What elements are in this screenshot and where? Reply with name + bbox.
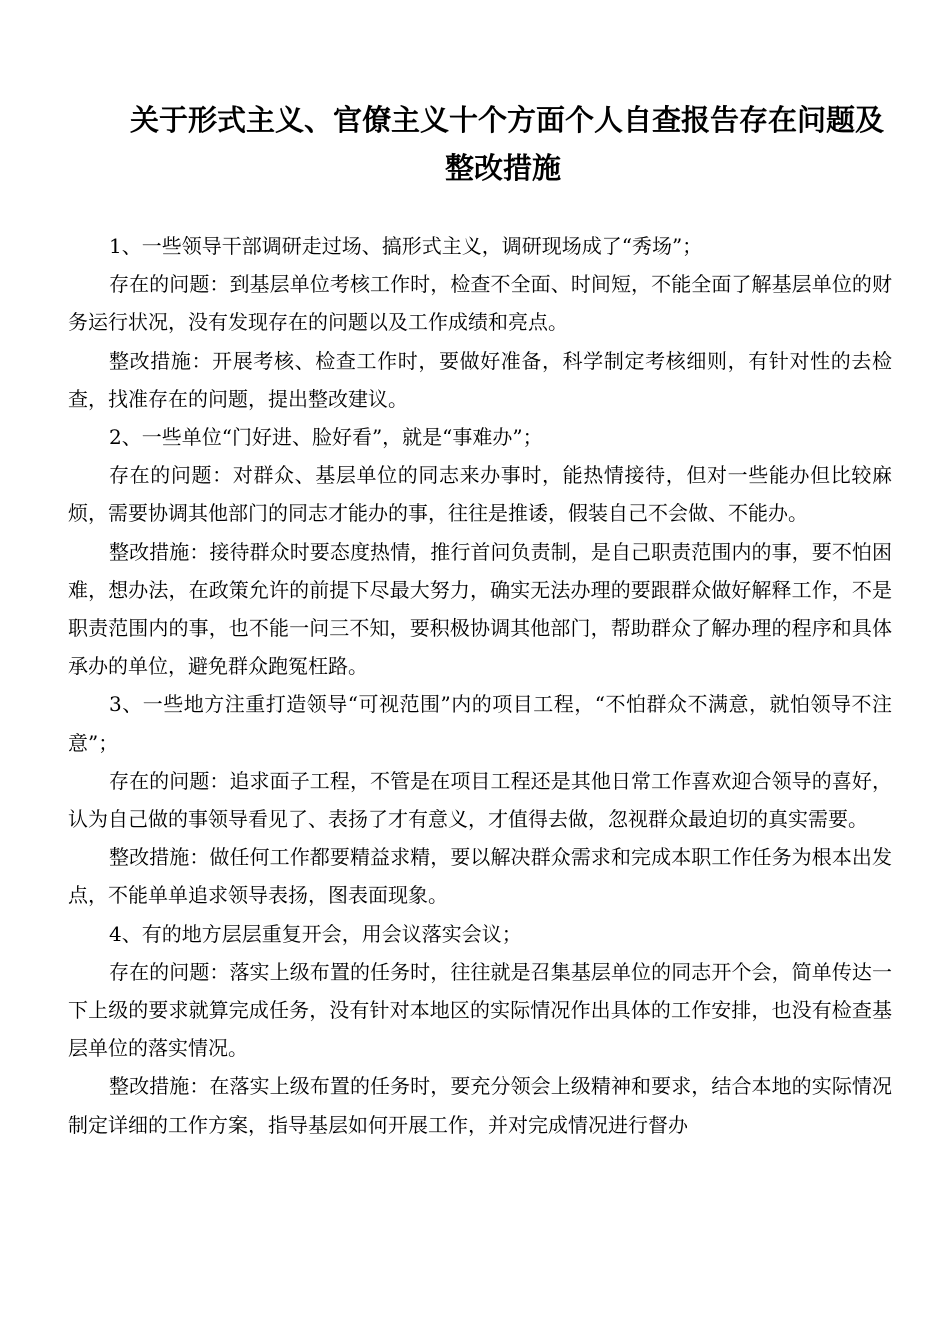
item-1-heading: 1、一些领导干部调研走过场、搞形式主义，调研现场成了“秀场”； <box>109 234 703 258</box>
title-line-2: 整改措施 <box>444 151 561 185</box>
item-2-heading: 2、一些单位“门好进、脸好看”，就是“事难办”； <box>109 425 543 450</box>
item-4-problem: 存在的问题：落实上级布置的任务时，往往就是召集基层单位的同志开个会，简单传达一下上级的要求就算完成任务，没有针对本地区的实际情况作出具体的工作安排，也没有检查基层单位的落实情况。 <box>68 959 892 1061</box>
item-3-heading: 3、一些地方注重打造领导“可视范围”内的项目工程，“不怕群众不满意，就怕领导不注意”； <box>68 692 892 755</box>
document-body <box>68 227 892 1144</box>
item-1-measure: 整改措施：开展考核、检查工作时，要做好准备，科学制定考核细则，有针对性的去检查，找准存在的问题，提出整改建议。 <box>68 348 892 411</box>
item-4-heading: 4、有的地方层层重复开会，用会议落实会议； <box>109 921 522 946</box>
document-title <box>68 96 938 192</box>
item-3-measure: 整改措施：做任何工作都要精益求精，要以解决群众需求和完成本职工作任务为根本出发点，不能单单追求领导表扬，图表面现象。 <box>68 845 892 908</box>
item-2-problem: 存在的问题：对群众、基层单位的同志来办事时，能热情接待，但对一些能办但比较麻烦，需要协调其他部门的同志才能办的事，往往是推诿，假装自己不会做、不能办。 <box>68 463 892 526</box>
title-line-1: 关于形式主义、官僚主义十个方面个人自查报告存在问题及 <box>130 103 885 137</box>
item-4-measure: 整改措施：在落实上级布置的任务时，要充分领会上级精神和要求，结合本地的实际情况制定详细的工作方案，指导基层如何开展工作，并对完成情况进行督办 <box>68 1074 892 1137</box>
item-2-measure: 整改措施：接待群众时要态度热情，推行首问负责制，是自己职责范围内的事，要不怕困难，想办法，在政策允许的前提下尽最大努力，确实无法办理的要跟群众做好解释工作，不是职责范围内的事，也不能一问三不知，要积极协调其他部门，帮助群众了解办理的程序和具体承办的单位，避免群众跑冤枉路。 <box>68 539 892 679</box>
item-1-problem: 存在的问题：到基层单位考核工作时，检查不全面、时间短，不能全面了解基层单位的财务运行状况，没有发现存在的问题以及工作成绩和亮点。 <box>68 272 892 335</box>
item-3-problem: 存在的问题：追求面子工程，不管是在项目工程还是其他日常工作喜欢迎合领导的喜好，认为自己做的事领导看见了、表扬了才有意义，才值得去做，忽视群众最迫切的真实需要。 <box>68 768 892 832</box>
